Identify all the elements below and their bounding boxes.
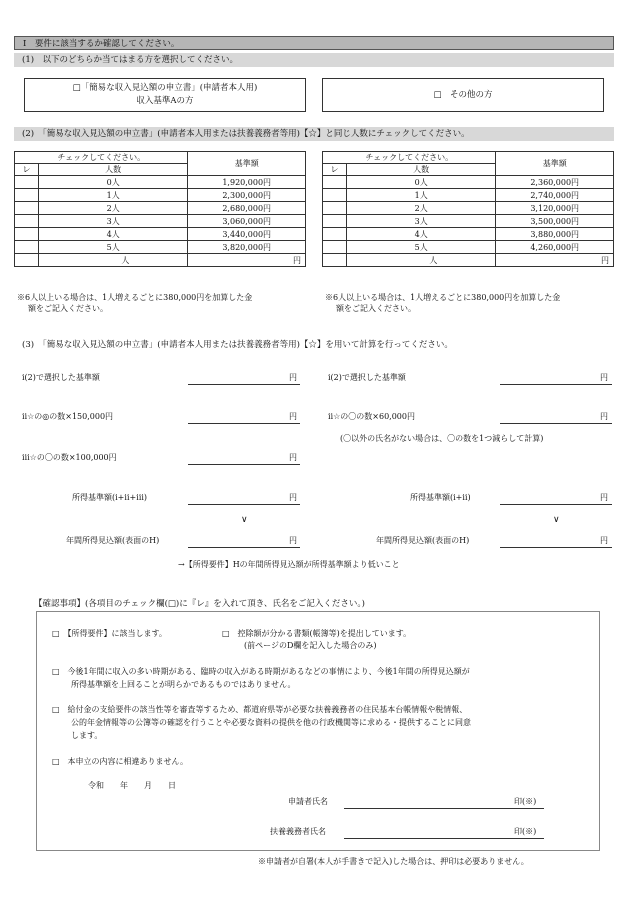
section-title: Ⅰ 要件に該当するか確認してください。 — [14, 36, 614, 50]
left-total-label: 所得基準額(ⅰ+ⅱ+ⅲ) — [72, 493, 147, 502]
table-row — [15, 241, 306, 254]
amount-cell: 3,880,000円 — [496, 228, 614, 241]
right-annual-field[interactable] — [500, 535, 612, 548]
question-3-title: (3) 「簡易な収入見込額の申立書」(申請者本人用または扶養義務者等用)【☆】を用いて計算を行ってください。 — [22, 340, 453, 350]
table-header-mark: レ — [323, 164, 347, 176]
confirm-income-forecast-text: 所得基準額を上回ることが明らかであるものではありません。 — [71, 680, 296, 689]
check-cell[interactable] — [323, 202, 347, 215]
check-cell[interactable] — [323, 215, 347, 228]
check-cell[interactable] — [15, 176, 39, 189]
left-table-note-2: 額をご記入ください。 — [28, 304, 108, 313]
amount-cell: 2,680,000円 — [188, 202, 306, 215]
count-cell: 1人 — [38, 189, 188, 202]
amount-cell: 3,820,000円 — [188, 241, 306, 254]
left-calc-ii-label: ⅱ☆の◎の数×150,000円 — [22, 412, 114, 421]
check-cell[interactable] — [15, 202, 39, 215]
check-cell[interactable] — [323, 228, 347, 241]
check-cell[interactable] — [323, 189, 347, 202]
left-annual-field[interactable] — [188, 535, 300, 548]
right-table-note-2: 額をご記入ください。 — [336, 304, 416, 313]
table-header-check: チェックしてください。 — [15, 152, 188, 164]
left-table-note-1: ※6人以上いる場合は、1人増えるごとに380,000円を加算した金 — [17, 293, 253, 302]
count-cell: 5人 — [38, 241, 188, 254]
confirm-consent-text-3: します。 — [71, 731, 103, 740]
check-cell[interactable] — [323, 241, 347, 254]
table-row — [15, 189, 306, 202]
count-cell: 0人 — [38, 176, 188, 189]
confirm-consent-checkbox[interactable]: □ 給付金の支給要件の該当性等を審査等するため、都道府県等が必要な扶養義務者の住民基本台帳情報や税情報、 — [52, 705, 468, 714]
confirm-income-requirement-checkbox[interactable]: □ 【所得要件】に該当します。 — [52, 629, 167, 638]
right-base-table — [322, 151, 614, 267]
left-calc-ii-field[interactable] — [188, 411, 300, 424]
option-simple-income-label-2: 収入基準Aの方 — [136, 96, 194, 106]
check-cell[interactable] — [15, 254, 39, 267]
table-row — [15, 228, 306, 241]
check-cell[interactable] — [15, 228, 39, 241]
income-requirement-note: →【所得要件】Hの年間所得見込額が所得基準額より低いこと — [178, 560, 400, 569]
table-row — [323, 241, 614, 254]
table-header-mark: レ — [15, 164, 39, 176]
amount-cell[interactable]: 円 — [188, 254, 306, 267]
table-header-count: 人数 — [346, 164, 496, 176]
applicant-seal-label: 印(※) — [514, 797, 537, 806]
right-compare-symbol: ∨ — [553, 515, 560, 525]
question-1-title: (1) 以下のどちらか当てはまる方を選択してください。 — [14, 53, 614, 67]
left-calc-iii-field[interactable] — [188, 452, 300, 465]
table-row — [15, 254, 306, 267]
yen-label: 円 — [289, 536, 297, 545]
count-cell[interactable]: 人 — [38, 254, 188, 267]
table-header-check: チェックしてください。 — [323, 152, 496, 164]
left-total-field[interactable] — [188, 492, 300, 505]
option-other-checkbox[interactable] — [322, 78, 604, 112]
confirm-income-forecast-checkbox[interactable]: □ 今後1年間に収入の多い時期がある、臨時の収入がある時期があるなどの事情により、今後1年間の所得見込額が — [52, 667, 470, 676]
check-cell[interactable] — [323, 254, 347, 267]
count-cell: 4人 — [38, 228, 188, 241]
table-row — [323, 254, 614, 267]
yen-label: 円 — [600, 536, 608, 545]
date-field[interactable]: 令和 年 月 日 — [88, 781, 176, 790]
left-annual-label: 年間所得見込額(表面のH) — [66, 536, 160, 545]
amount-cell: 1,920,000円 — [188, 176, 306, 189]
yen-label: 円 — [289, 373, 297, 382]
right-calc-i-label: ⅰ(2)で選択した基準額 — [328, 373, 406, 382]
count-cell: 2人 — [346, 202, 496, 215]
check-cell[interactable] — [323, 176, 347, 189]
guardian-name-label: 扶養義務者氏名 — [270, 827, 326, 836]
option-simple-income-label-1: □「簡易な収入見込額の申立書」(申請者本人用) — [72, 83, 258, 93]
yen-label: 円 — [289, 412, 297, 421]
count-cell: 4人 — [346, 228, 496, 241]
check-cell[interactable] — [15, 189, 39, 202]
right-calc-i-field[interactable] — [500, 372, 612, 385]
count-cell: 3人 — [346, 215, 496, 228]
confirm-no-discrepancy-checkbox[interactable]: □ 本申立の内容に相違ありません。 — [52, 757, 189, 766]
table-header-count: 人数 — [38, 164, 188, 176]
count-cell: 1人 — [346, 189, 496, 202]
confirm-title: 【確認事項】(各項目のチェック欄(□)に『レ』を入れて頂き、氏名をご記入ください。) — [34, 599, 365, 609]
count-cell: 2人 — [38, 202, 188, 215]
table-row — [323, 189, 614, 202]
applicant-name-label: 申請者氏名 — [288, 797, 328, 806]
option-other-label: □ その他の方 — [433, 89, 493, 100]
confirm-deduction-docs-checkbox[interactable]: □ 控除額が分かる書類(帳簿等)を提出しています。 — [222, 629, 412, 638]
check-cell[interactable] — [15, 241, 39, 254]
count-cell: 0人 — [346, 176, 496, 189]
yen-label: 円 — [600, 412, 608, 421]
yen-label: 円 — [289, 453, 297, 462]
yen-label: 円 — [600, 493, 608, 502]
left-compare-symbol: ∨ — [241, 515, 248, 525]
left-calc-iii-label: ⅲ☆の〇の数×100,000円 — [22, 453, 117, 462]
amount-cell: 3,500,000円 — [496, 215, 614, 228]
guardian-seal-label: 印(※) — [514, 827, 537, 836]
table-row — [323, 202, 614, 215]
yen-label: 円 — [600, 373, 608, 382]
right-total-label: 所得基準額(ⅰ+ⅱ) — [410, 493, 471, 502]
count-cell: 5人 — [346, 241, 496, 254]
left-base-table — [14, 151, 306, 267]
table-row — [15, 202, 306, 215]
amount-cell: 2,360,000円 — [496, 176, 614, 189]
table-row — [323, 215, 614, 228]
check-cell[interactable] — [15, 215, 39, 228]
table-row — [323, 176, 614, 189]
amount-cell: 2,740,000円 — [496, 189, 614, 202]
amount-cell: 3,440,000円 — [188, 228, 306, 241]
table-header-base: 基準額 — [188, 152, 306, 176]
seal-footnote: ※申請者が自署(本人が手書きで記入)した場合は、押印は必要ありません。 — [258, 857, 529, 866]
table-row — [15, 215, 306, 228]
right-calc-ii-label: ⅱ☆の〇の数×60,000円 — [328, 412, 415, 421]
confirm-consent-text-2: 公的年金情報等の公簿等の確認を行うことや必要な資料の提供を他の行政機関等に求める・提供することに同意 — [71, 718, 471, 727]
amount-cell: 4,260,000円 — [496, 241, 614, 254]
right-table-note-1: ※6人以上いる場合は、1人増えるごとに380,000円を加算した金 — [325, 293, 561, 302]
count-cell: 3人 — [38, 215, 188, 228]
right-annual-label: 年間所得見込額(表面のH) — [376, 536, 470, 545]
right-calc-ii-note: (〇以外の氏名がない場合は、〇の数を1つ減らして計算) — [340, 434, 544, 443]
amount-cell: 2,300,000円 — [188, 189, 306, 202]
table-header-base: 基準額 — [496, 152, 614, 176]
count-cell[interactable]: 人 — [346, 254, 496, 267]
left-calc-i-field[interactable] — [188, 372, 300, 385]
left-calc-i-label: ⅰ(2)で選択した基準額 — [22, 373, 100, 382]
table-row — [15, 176, 306, 189]
amount-cell: 3,120,000円 — [496, 202, 614, 215]
amount-cell[interactable]: 円 — [496, 254, 614, 267]
confirm-deduction-docs-note: (前ページのD欄を記入した場合のみ) — [244, 641, 377, 650]
right-calc-ii-field[interactable] — [500, 411, 612, 424]
question-2-title: (2) 「簡易な収入見込額の申立書」(申請者本人用または扶養義務者等用)【☆】と同じ人数にチェックしてください。 — [14, 127, 614, 141]
amount-cell: 3,060,000円 — [188, 215, 306, 228]
right-total-field[interactable] — [500, 492, 612, 505]
table-row — [323, 228, 614, 241]
option-simple-income-checkbox[interactable] — [24, 78, 306, 112]
yen-label: 円 — [289, 493, 297, 502]
